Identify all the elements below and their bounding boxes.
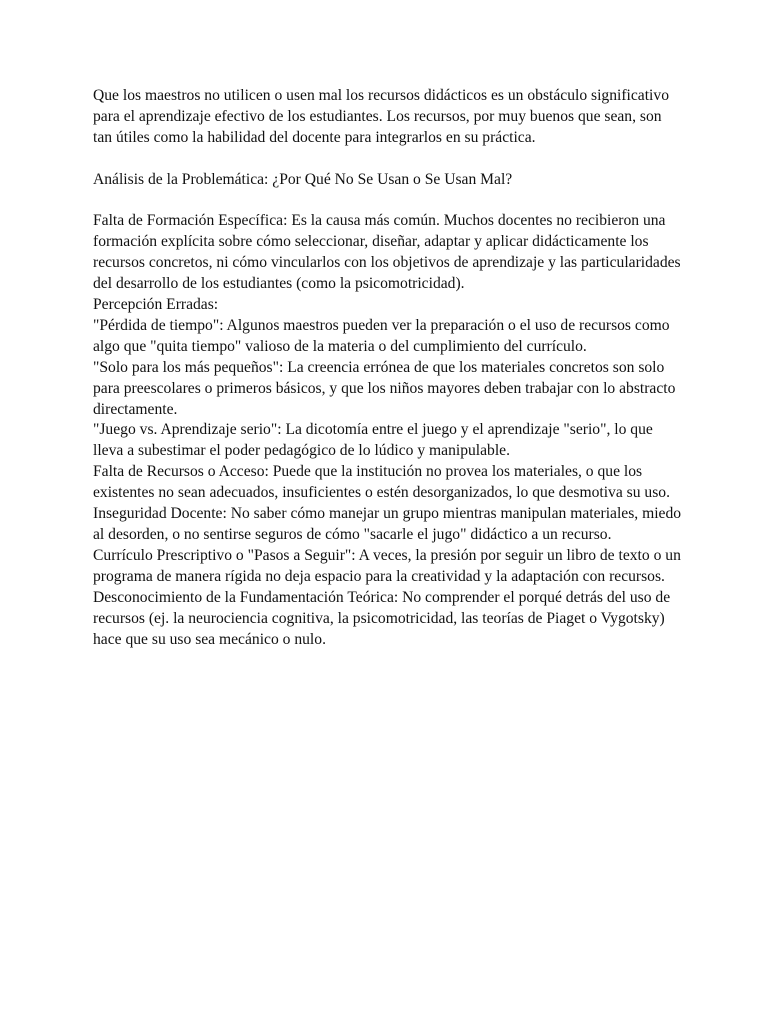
paragraph-inseguridad-docente: Inseguridad Docente: No saber cómo manejar un grupo mientras manipulan materiales, miedo al desorden, o no sentirse seguros de cómo "sacarle el jugo" didáctico a un recurso. (93, 505, 682, 543)
paragraph-falta-formacion: Falta de Formación Específica: Es la causa más común. Muchos docentes no recibieron una formación explícita sobre cómo seleccionar, diseñar, adaptar y aplicar didácticamente los recursos concretos, ni cómo vincularlos con los objetivos de aprendizaje y las particularidades del desarrollo de los estudiantes (como la psicomotricidad). (93, 212, 681, 293)
paragraph-percepcion-erradas: Percepción Erradas: (93, 296, 219, 314)
paragraph-falta-recursos: Falta de Recursos o Acceso: Puede que la institución no provea los materiales, o que los existentes no sean adecuados, insuficientes o estén desorganizados, lo que desmotiva su uso. (93, 463, 670, 502)
paragraph-solo-pequenos: "Solo para los más pequeños": La creencia errónea de que los materiales concretos son solo para preescolares o primeros básicos, y que los niños mayores deben trabajar con lo abstracto directamente. (93, 358, 676, 418)
paragraph-desconocimiento-teorico: Desconocimiento de la Fundamentación Teórica: No comprender el porqué detrás del uso de recursos (ej. la neurociencia cognitiva, la psicomotricidad, las teorías de Piaget o Vygotsky) hace que su uso sea mecánico o nulo. (93, 588, 671, 648)
intro-paragraph: Que los maestros no utilicen o usen mal los recursos didácticos es un obstáculo significativo para el aprendizaje efectivo de los estudiantes. Los recursos, por muy buenos que sean, son tan útiles como la habilidad del docente para integrarlos en su práctica. (93, 87, 669, 146)
paragraph-juego-aprendizaje: "Juego vs. Aprendizaje serio": La dicotomía entre el juego y el aprendizaje "serio", lo que lleva a subestimar el poder pedagógico de lo lúdico y manipulable. (93, 421, 653, 460)
paragraph-spacer (93, 191, 683, 212)
section-heading: Análisis de la Problemática: ¿Por Qué No Se Usan o Se Usan Mal? (93, 170, 513, 188)
paragraph-perdida-tiempo: "Pérdida de tiempo": Algunos maestros pueden ver la preparación o el uso de recursos como algo que "quita tiempo" valioso de la materia o del cumplimiento del currículo. (93, 316, 670, 355)
paragraph-spacer (93, 149, 683, 170)
document-page (93, 86, 683, 650)
paragraph-curriculo-prescriptivo: Currículo Prescriptivo o "Pasos a Seguir": A veces, la presión por seguir un libro de texto o un programa de manera rígida no deja espacio para la creatividad y la adaptación con recursos. (93, 546, 681, 585)
